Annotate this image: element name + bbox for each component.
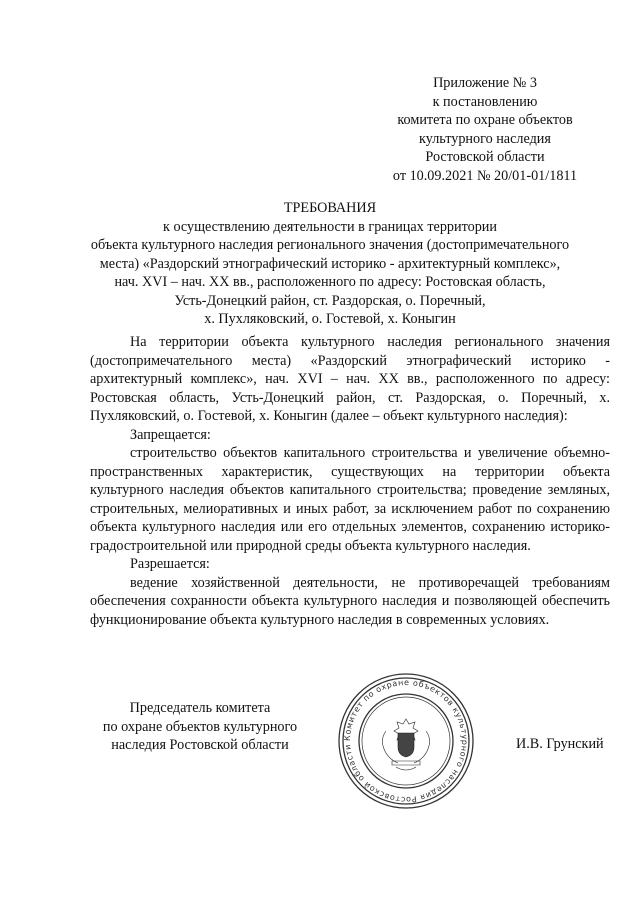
signature-position-line: Председатель комитета [129,700,271,716]
title-line: Усть-Донецкий район, ст. Раздорская, о. Поречный, [174,292,486,309]
official-seal-stamp [336,671,476,811]
appendix-header [380,74,590,185]
document-body [90,333,610,629]
title-line: х. Пухляковский, о. Гостевой, х. Коныгин [204,311,456,327]
appendix-line: Приложение № 3 [433,75,537,91]
signature-position-line: наследия Ростовской области [111,737,289,753]
signer-name: И.В. Грунский [516,736,604,752]
signature-position-line: по охране объектов культурного [102,718,298,735]
seal-graphic [336,671,476,811]
appendix-line: культурного наследия [419,130,551,147]
prohibited-label: Запрещается: [130,426,211,443]
document-title [60,199,600,329]
signature-block [90,699,310,755]
appendix-line: комитета по охране объектов [397,112,573,128]
title-heading: ТРЕБОВАНИЯ [283,200,377,216]
title-line: нач. XVI – нач. XX вв., расположенного по адресу: Ростовская область, [114,274,546,290]
title-line: объекта культурного наследия регионального значения (достопримечательного [90,237,570,253]
prohibited-paragraph: строительство объектов капитального строительства и увеличение объемно-пространственных характеристик, существующих на территории объекта культурного наследия объектов капитального строительства; проведение земляных, строительных, мелиоративных и иных работ, за исключением работ по сохранению объекта культурного наследия или его отдельных элементов, сохранению историко-градостроительной или природной среды объекта культурного наследия. [90,445,610,554]
appendix-line: к постановлению [432,93,538,110]
appendix-line: от 10.09.2021 № 20/01-01/1811 [392,167,578,184]
intro-paragraph: На территории объекта культурного наследия регионального значения (достопримечательного места) «Раздорский этнографический историко - архитектурный комплекс», нач. XVI – нач. XX вв., расположенного по адресу: Ростовская область, Усть-Донецкий район, ст. Раздорская, о. Поречный, х. Пухляковский, о. Гостевой, х. Коныгин (далее – объект культурного наследия): [90,334,610,424]
allowed-paragraph: ведение хозяйственной деятельности, не противоречащей требованиям обеспечения сохранности объекта культурного наследия и позволяющей обеспечить функционирование объекта культурного наследия в современных условиях. [90,574,610,628]
appendix-line: Ростовской области [425,149,545,165]
title-line: к осуществлению деятельности в границах территории [163,218,497,235]
allowed-label: Разрешается: [130,556,210,572]
svg-text:Комитет по охране объектов кул: Комитет по охране объектов культурного наследия Ростовской области [342,677,470,805]
title-line: места) «Раздорский этнографический историко - архитектурный комплекс», [99,255,561,272]
